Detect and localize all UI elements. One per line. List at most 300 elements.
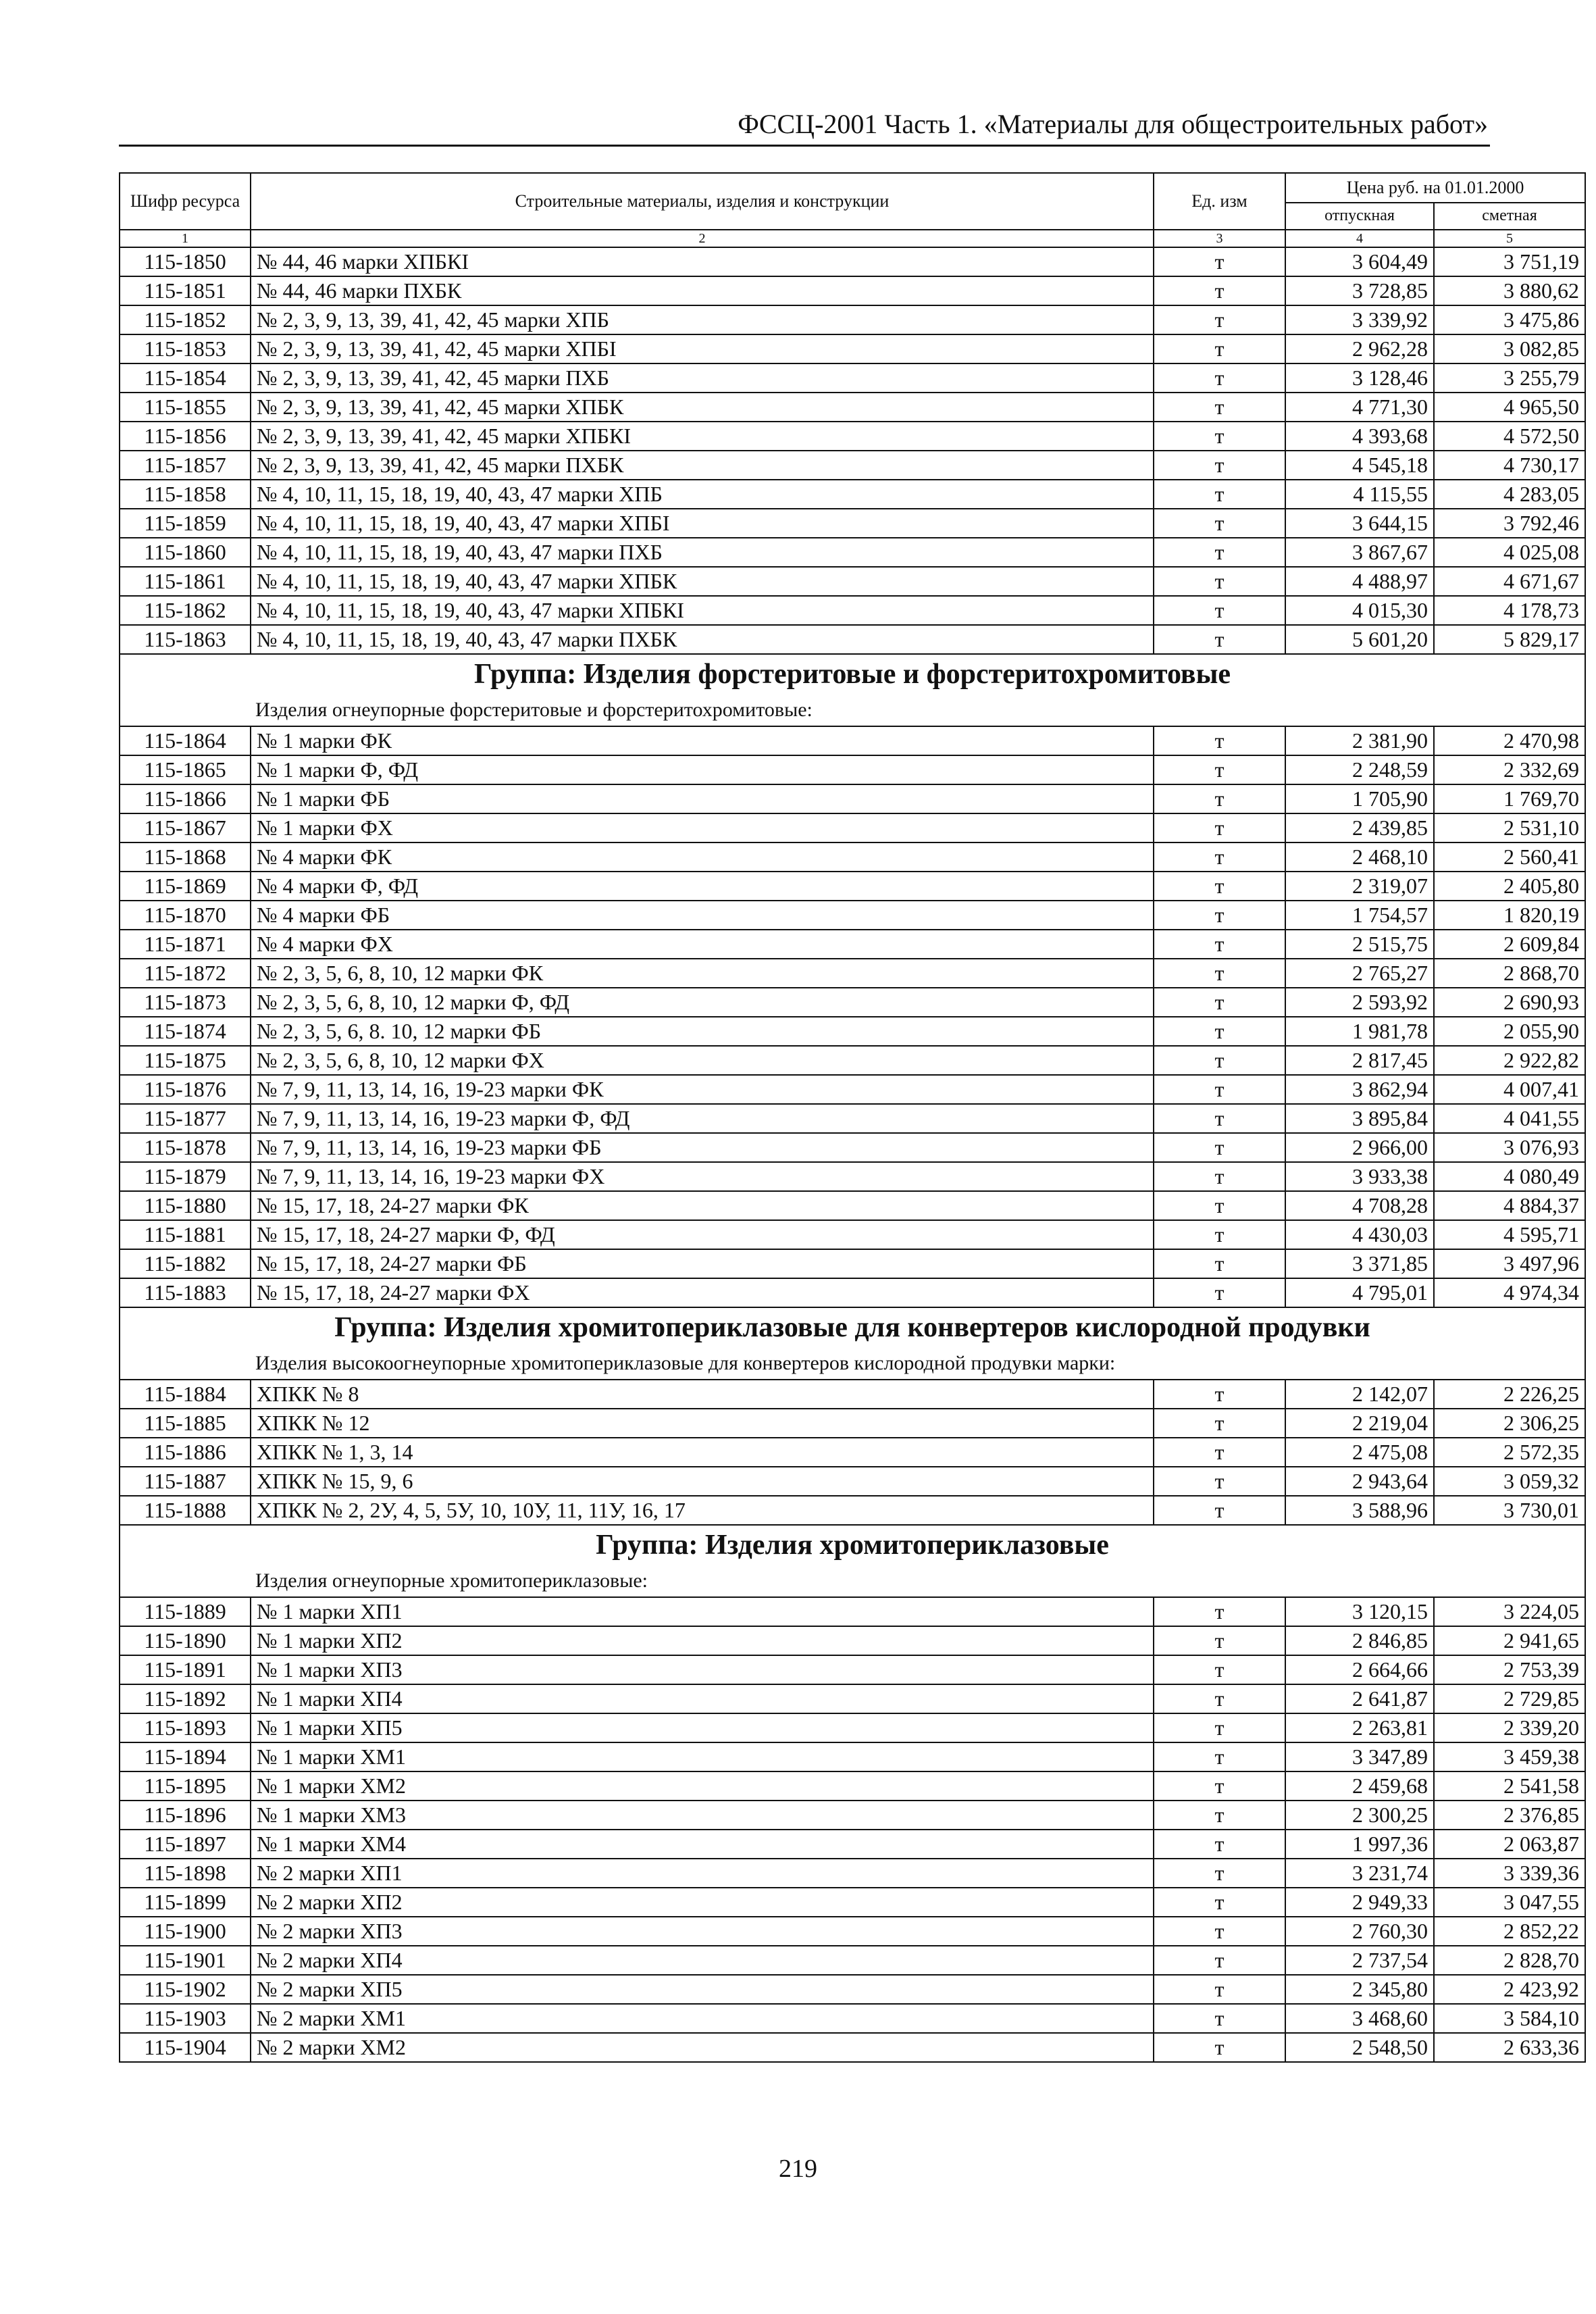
- resource-code-cell: 115-1855: [120, 393, 251, 422]
- unit-cell: т: [1154, 1380, 1285, 1409]
- unit-cell: т: [1154, 538, 1285, 567]
- resource-code-cell: 115-1891: [120, 1655, 251, 1684]
- resource-code-cell: 115-1867: [120, 813, 251, 842]
- material-name-cell: № 2 марки ХП5: [251, 1975, 1154, 2004]
- resource-code-cell: 115-1862: [120, 596, 251, 625]
- unit-cell: т: [1154, 422, 1285, 451]
- table-row: [120, 2004, 1585, 2033]
- resource-code-cell: 115-1879: [120, 1162, 251, 1191]
- resource-code-cell: 115-1864: [120, 726, 251, 755]
- estimate-price-cell: 3 459,38: [1434, 1742, 1585, 1771]
- table-row: [120, 1075, 1585, 1104]
- table-row: [120, 567, 1585, 596]
- estimate-price-cell: 2 609,84: [1434, 930, 1585, 959]
- table-row: [120, 422, 1585, 451]
- release-price-cell: 2 737,54: [1285, 1946, 1434, 1975]
- table-row: [120, 784, 1585, 813]
- unit-cell: т: [1154, 2004, 1285, 2033]
- estimate-price-cell: 2 560,41: [1434, 842, 1585, 872]
- material-name-cell: № 15, 17, 18, 24-27 марки ФБ: [251, 1249, 1154, 1278]
- estimate-price-cell: 3 047,55: [1434, 1888, 1585, 1917]
- unit-cell: т: [1154, 334, 1285, 363]
- resource-code-cell: 115-1859: [120, 509, 251, 538]
- resource-code-cell: 115-1876: [120, 1075, 251, 1104]
- group-title: Группа: Изделия хромитопериклазовые для конвертеров кислородной продувки: [120, 1307, 1585, 1347]
- resource-code-cell: 115-1893: [120, 1713, 251, 1742]
- column-header-release: отпускная: [1285, 203, 1434, 230]
- material-name-cell: № 4, 10, 11, 15, 18, 19, 40, 43, 47 марки ХПБI: [251, 509, 1154, 538]
- table-row: [120, 901, 1585, 930]
- estimate-price-cell: 3 475,86: [1434, 305, 1585, 334]
- table-row: [120, 1046, 1585, 1075]
- table-row: [120, 276, 1585, 305]
- material-name-cell: № 15, 17, 18, 24-27 марки ФХ: [251, 1278, 1154, 1307]
- estimate-price-cell: 2 226,25: [1434, 1380, 1585, 1409]
- estimate-price-cell: 3 339,36: [1434, 1859, 1585, 1888]
- material-name-cell: № 1 марки ХМ3: [251, 1801, 1154, 1830]
- column-number: 5: [1434, 230, 1585, 247]
- material-name-cell: ХПКК № 12: [251, 1409, 1154, 1438]
- column-header-estimate: сметная: [1434, 203, 1585, 230]
- material-name-cell: № 2, 3, 9, 13, 39, 41, 42, 45 марки ПХБ: [251, 363, 1154, 393]
- estimate-price-cell: 1 820,19: [1434, 901, 1585, 930]
- unit-cell: т: [1154, 726, 1285, 755]
- estimate-price-cell: 2 941,65: [1434, 1626, 1585, 1655]
- material-name-cell: № 2, 3, 5, 6, 8, 10, 12 марки ФХ: [251, 1046, 1154, 1075]
- table-row: [120, 1467, 1585, 1496]
- table-row: [120, 1801, 1585, 1830]
- release-price-cell: 1 754,57: [1285, 901, 1434, 930]
- column-header-unit: Ед. изм: [1154, 173, 1285, 230]
- unit-cell: т: [1154, 1104, 1285, 1133]
- resource-code-cell: 115-1904: [120, 2033, 251, 2062]
- resource-code-cell: 115-1861: [120, 567, 251, 596]
- unit-cell: т: [1154, 930, 1285, 959]
- table-row: [120, 1713, 1585, 1742]
- unit-cell: т: [1154, 1438, 1285, 1467]
- unit-cell: т: [1154, 625, 1285, 654]
- release-price-cell: 2 817,45: [1285, 1046, 1434, 1075]
- material-name-cell: № 4 марки ФБ: [251, 901, 1154, 930]
- estimate-price-cell: 2 055,90: [1434, 1017, 1585, 1046]
- unit-cell: т: [1154, 276, 1285, 305]
- release-price-cell: 2 263,81: [1285, 1713, 1434, 1742]
- material-name-cell: № 2 марки ХП2: [251, 1888, 1154, 1917]
- table-header: [120, 173, 1585, 247]
- release-price-cell: 3 728,85: [1285, 276, 1434, 305]
- estimate-price-cell: 4 965,50: [1434, 393, 1585, 422]
- column-header-code: Шифр ресурса: [120, 173, 251, 230]
- estimate-price-cell: 4 572,50: [1434, 422, 1585, 451]
- resource-code-cell: 115-1894: [120, 1742, 251, 1771]
- release-price-cell: 3 339,92: [1285, 305, 1434, 334]
- release-price-cell: 2 142,07: [1285, 1380, 1434, 1409]
- resource-code-cell: 115-1888: [120, 1496, 251, 1525]
- release-price-cell: 2 664,66: [1285, 1655, 1434, 1684]
- table-row: [120, 755, 1585, 784]
- resource-code-cell: 115-1858: [120, 480, 251, 509]
- unit-cell: т: [1154, 363, 1285, 393]
- subgroup-title: Изделия огнеупорные хромитопериклазовые:: [120, 1565, 1585, 1597]
- material-name-cell: ХПКК № 2, 2У, 4, 5, 5У, 10, 10У, 11, 11У, 16, 17: [251, 1496, 1154, 1525]
- resource-code-cell: 115-1852: [120, 305, 251, 334]
- release-price-cell: 3 371,85: [1285, 1249, 1434, 1278]
- estimate-price-cell: 2 868,70: [1434, 959, 1585, 988]
- estimate-price-cell: 2 729,85: [1434, 1684, 1585, 1713]
- resource-code-cell: 115-1892: [120, 1684, 251, 1713]
- unit-cell: т: [1154, 247, 1285, 276]
- header-rule: [119, 145, 1490, 147]
- resource-code-cell: 115-1880: [120, 1191, 251, 1220]
- table-row: [120, 988, 1585, 1017]
- release-price-cell: 2 846,85: [1285, 1626, 1434, 1655]
- resource-code-cell: 115-1895: [120, 1771, 251, 1801]
- group-title-row: [120, 1525, 1585, 1565]
- material-name-cell: № 2, 3, 5, 6, 8, 10, 12 марки ФК: [251, 959, 1154, 988]
- material-name-cell: № 1 марки ХП2: [251, 1626, 1154, 1655]
- table-row: [120, 451, 1585, 480]
- unit-cell: т: [1154, 872, 1285, 901]
- material-name-cell: ХПКК № 15, 9, 6: [251, 1467, 1154, 1496]
- estimate-price-cell: 2 470,98: [1434, 726, 1585, 755]
- material-name-cell: № 1 марки ХМ4: [251, 1830, 1154, 1859]
- column-number: 4: [1285, 230, 1434, 247]
- unit-cell: т: [1154, 451, 1285, 480]
- estimate-price-cell: 3 224,05: [1434, 1597, 1585, 1626]
- material-name-cell: № 1 марки ХП5: [251, 1713, 1154, 1742]
- unit-cell: т: [1154, 1771, 1285, 1801]
- material-name-cell: № 1 марки ХМ1: [251, 1742, 1154, 1771]
- table-row: [120, 1133, 1585, 1162]
- resource-code-cell: 115-1851: [120, 276, 251, 305]
- table-row: [120, 480, 1585, 509]
- material-name-cell: № 2, 3, 9, 13, 39, 41, 42, 45 марки ХПБК: [251, 393, 1154, 422]
- unit-cell: т: [1154, 813, 1285, 842]
- subgroup-title: Изделия огнеупорные форстеритовые и форстеритохромитовые:: [120, 694, 1585, 726]
- estimate-price-cell: 3 076,93: [1434, 1133, 1585, 1162]
- material-name-cell: ХПКК № 8: [251, 1380, 1154, 1409]
- material-name-cell: № 7, 9, 11, 13, 14, 16, 19-23 марки Ф, ФД: [251, 1104, 1154, 1133]
- estimate-price-cell: 2 423,92: [1434, 1975, 1585, 2004]
- unit-cell: т: [1154, 1801, 1285, 1830]
- estimate-price-cell: 3 059,32: [1434, 1467, 1585, 1496]
- release-price-cell: 2 248,59: [1285, 755, 1434, 784]
- release-price-cell: 2 765,27: [1285, 959, 1434, 988]
- resource-code-cell: 115-1872: [120, 959, 251, 988]
- resource-code-cell: 115-1897: [120, 1830, 251, 1859]
- resource-code-cell: 115-1874: [120, 1017, 251, 1046]
- table-row: [120, 813, 1585, 842]
- table-row: [120, 2033, 1585, 2062]
- release-price-cell: 3 588,96: [1285, 1496, 1434, 1525]
- resource-code-cell: 115-1866: [120, 784, 251, 813]
- table-row: [120, 1249, 1585, 1278]
- table-row: [120, 1220, 1585, 1249]
- estimate-price-cell: 3 730,01: [1434, 1496, 1585, 1525]
- release-price-cell: 2 345,80: [1285, 1975, 1434, 2004]
- material-name-cell: № 44, 46 марки ПХБК: [251, 276, 1154, 305]
- unit-cell: т: [1154, 1220, 1285, 1249]
- material-name-cell: № 1 марки ХП1: [251, 1597, 1154, 1626]
- estimate-price-cell: 1 769,70: [1434, 784, 1585, 813]
- estimate-price-cell: 4 671,67: [1434, 567, 1585, 596]
- material-name-cell: № 4, 10, 11, 15, 18, 19, 40, 43, 47 марки ПХБК: [251, 625, 1154, 654]
- release-price-cell: 2 760,30: [1285, 1917, 1434, 1946]
- unit-cell: т: [1154, 1975, 1285, 2004]
- material-name-cell: № 4, 10, 11, 15, 18, 19, 40, 43, 47 марки ХПБК: [251, 567, 1154, 596]
- unit-cell: т: [1154, 1626, 1285, 1655]
- table-row: [120, 1278, 1585, 1307]
- estimate-price-cell: 3 255,79: [1434, 363, 1585, 393]
- resource-code-cell: 115-1901: [120, 1946, 251, 1975]
- unit-cell: т: [1154, 1046, 1285, 1075]
- column-number: 2: [251, 230, 1154, 247]
- material-name-cell: № 7, 9, 11, 13, 14, 16, 19-23 марки ФК: [251, 1075, 1154, 1104]
- estimate-price-cell: 4 884,37: [1434, 1191, 1585, 1220]
- table-row: [120, 625, 1585, 654]
- resource-code-cell: 115-1885: [120, 1409, 251, 1438]
- unit-cell: т: [1154, 901, 1285, 930]
- release-price-cell: 1 705,90: [1285, 784, 1434, 813]
- resource-code-cell: 115-1871: [120, 930, 251, 959]
- estimate-price-cell: 2 339,20: [1434, 1713, 1585, 1742]
- release-price-cell: 2 943,64: [1285, 1467, 1434, 1496]
- table-body: [120, 247, 1585, 2062]
- unit-cell: т: [1154, 1888, 1285, 1917]
- release-price-cell: 3 867,67: [1285, 538, 1434, 567]
- table-row: [120, 334, 1585, 363]
- table-row: [120, 1975, 1585, 2004]
- table-row: [120, 842, 1585, 872]
- table-row: [120, 1830, 1585, 1859]
- unit-cell: т: [1154, 1917, 1285, 1946]
- column-number: 1: [120, 230, 251, 247]
- estimate-price-cell: 3 751,19: [1434, 247, 1585, 276]
- table-row: [120, 305, 1585, 334]
- estimate-price-cell: 2 306,25: [1434, 1409, 1585, 1438]
- material-name-cell: № 1 марки ХП4: [251, 1684, 1154, 1713]
- estimate-price-cell: 4 283,05: [1434, 480, 1585, 509]
- resource-code-cell: 115-1886: [120, 1438, 251, 1467]
- unit-cell: т: [1154, 1742, 1285, 1771]
- release-price-cell: 3 231,74: [1285, 1859, 1434, 1888]
- unit-cell: т: [1154, 1496, 1285, 1525]
- unit-cell: т: [1154, 305, 1285, 334]
- release-price-cell: 2 459,68: [1285, 1771, 1434, 1801]
- estimate-price-cell: 3 082,85: [1434, 334, 1585, 363]
- group-title-row: [120, 654, 1585, 694]
- material-name-cell: № 4, 10, 11, 15, 18, 19, 40, 43, 47 марки ПХБ: [251, 538, 1154, 567]
- group-title-row: [120, 1307, 1585, 1347]
- estimate-price-cell: 4 178,73: [1434, 596, 1585, 625]
- material-name-cell: № 2, 3, 9, 13, 39, 41, 42, 45 марки ХПБКI: [251, 422, 1154, 451]
- resource-code-cell: 115-1877: [120, 1104, 251, 1133]
- release-price-cell: 2 300,25: [1285, 1801, 1434, 1830]
- estimate-price-cell: 3 584,10: [1434, 2004, 1585, 2033]
- unit-cell: т: [1154, 1162, 1285, 1191]
- release-price-cell: 2 548,50: [1285, 2033, 1434, 2062]
- material-name-cell: № 2, 3, 5, 6, 8. 10, 12 марки ФБ: [251, 1017, 1154, 1046]
- resource-code-cell: 115-1882: [120, 1249, 251, 1278]
- estimate-price-cell: 2 753,39: [1434, 1655, 1585, 1684]
- estimate-price-cell: 2 690,93: [1434, 988, 1585, 1017]
- estimate-price-cell: 2 852,22: [1434, 1917, 1585, 1946]
- estimate-price-cell: 3 497,96: [1434, 1249, 1585, 1278]
- table-row: [120, 538, 1585, 567]
- estimate-price-cell: 2 828,70: [1434, 1946, 1585, 1975]
- table-row: [120, 872, 1585, 901]
- material-name-cell: № 2, 3, 9, 13, 39, 41, 42, 45 марки ПХБК: [251, 451, 1154, 480]
- table-row: [120, 1438, 1585, 1467]
- resource-code-cell: 115-1899: [120, 1888, 251, 1917]
- material-name-cell: № 4 марки Ф, ФД: [251, 872, 1154, 901]
- release-price-cell: 2 593,92: [1285, 988, 1434, 1017]
- release-price-cell: 4 545,18: [1285, 451, 1434, 480]
- resource-code-cell: 115-1878: [120, 1133, 251, 1162]
- release-price-cell: 2 515,75: [1285, 930, 1434, 959]
- estimate-price-cell: 2 405,80: [1434, 872, 1585, 901]
- table-row: [120, 959, 1585, 988]
- unit-cell: т: [1154, 1409, 1285, 1438]
- release-price-cell: 3 644,15: [1285, 509, 1434, 538]
- material-name-cell: № 7, 9, 11, 13, 14, 16, 19-23 марки ФХ: [251, 1162, 1154, 1191]
- resource-code-cell: 115-1869: [120, 872, 251, 901]
- unit-cell: т: [1154, 1830, 1285, 1859]
- resource-code-cell: 115-1870: [120, 901, 251, 930]
- material-name-cell: № 44, 46 марки ХПБКI: [251, 247, 1154, 276]
- estimate-price-cell: 3 880,62: [1434, 276, 1585, 305]
- release-price-cell: 4 430,03: [1285, 1220, 1434, 1249]
- estimate-price-cell: 4 007,41: [1434, 1075, 1585, 1104]
- material-name-cell: № 1 марки ФБ: [251, 784, 1154, 813]
- unit-cell: т: [1154, 1075, 1285, 1104]
- resource-code-cell: 115-1887: [120, 1467, 251, 1496]
- release-price-cell: 2 319,07: [1285, 872, 1434, 901]
- material-name-cell: № 4 марки ФХ: [251, 930, 1154, 959]
- table-row: [120, 1742, 1585, 1771]
- resource-code-cell: 115-1889: [120, 1597, 251, 1626]
- resource-code-cell: 115-1883: [120, 1278, 251, 1307]
- resource-code-cell: 115-1860: [120, 538, 251, 567]
- resource-code-cell: 115-1857: [120, 451, 251, 480]
- material-name-cell: № 1 марки ФХ: [251, 813, 1154, 842]
- unit-cell: т: [1154, 1133, 1285, 1162]
- resource-code-cell: 115-1884: [120, 1380, 251, 1409]
- resource-code-cell: 115-1863: [120, 625, 251, 654]
- unit-cell: т: [1154, 509, 1285, 538]
- table-row: [120, 726, 1585, 755]
- unit-cell: т: [1154, 1946, 1285, 1975]
- release-price-cell: 3 120,15: [1285, 1597, 1434, 1626]
- release-price-cell: 3 468,60: [1285, 2004, 1434, 2033]
- material-name-cell: № 1 марки ФК: [251, 726, 1154, 755]
- release-price-cell: 4 015,30: [1285, 596, 1434, 625]
- material-name-cell: № 2, 3, 5, 6, 8, 10, 12 марки Ф, ФД: [251, 988, 1154, 1017]
- unit-cell: т: [1154, 567, 1285, 596]
- material-name-cell: № 4, 10, 11, 15, 18, 19, 40, 43, 47 марки ХПБ: [251, 480, 1154, 509]
- table-row: [120, 1771, 1585, 1801]
- release-price-cell: 1 997,36: [1285, 1830, 1434, 1859]
- estimate-price-cell: 2 633,36: [1434, 2033, 1585, 2062]
- table-row: [120, 1191, 1585, 1220]
- material-name-cell: № 2 марки ХМ1: [251, 2004, 1154, 2033]
- estimate-price-cell: 4 080,49: [1434, 1162, 1585, 1191]
- release-price-cell: 2 966,00: [1285, 1133, 1434, 1162]
- material-name-cell: № 1 марки ХМ2: [251, 1771, 1154, 1801]
- resource-code-cell: 115-1881: [120, 1220, 251, 1249]
- material-name-cell: № 7, 9, 11, 13, 14, 16, 19-23 марки ФБ: [251, 1133, 1154, 1162]
- release-price-cell: 4 393,68: [1285, 422, 1434, 451]
- release-price-cell: 5 601,20: [1285, 625, 1434, 654]
- table-row: [120, 1626, 1585, 1655]
- unit-cell: т: [1154, 596, 1285, 625]
- material-name-cell: № 2 марки ХМ2: [251, 2033, 1154, 2062]
- subgroup-title: Изделия высокоогнеупорные хромитопериклазовые для конвертеров кислородной продувки марки:: [120, 1347, 1585, 1380]
- resource-code-cell: 115-1850: [120, 247, 251, 276]
- group-title: Группа: Изделия хромитопериклазовые: [120, 1525, 1585, 1565]
- table-row: [120, 1104, 1585, 1133]
- estimate-price-cell: 2 572,35: [1434, 1438, 1585, 1467]
- unit-cell: т: [1154, 1684, 1285, 1713]
- table-row: [120, 930, 1585, 959]
- resource-code-cell: 115-1854: [120, 363, 251, 393]
- table-row: [120, 1380, 1585, 1409]
- estimate-price-cell: 2 531,10: [1434, 813, 1585, 842]
- page-number: 219: [779, 2155, 817, 2183]
- release-price-cell: 2 475,08: [1285, 1438, 1434, 1467]
- release-price-cell: 4 708,28: [1285, 1191, 1434, 1220]
- unit-cell: т: [1154, 393, 1285, 422]
- unit-cell: т: [1154, 1278, 1285, 1307]
- material-name-cell: № 2, 3, 9, 13, 39, 41, 42, 45 марки ХПБ: [251, 305, 1154, 334]
- material-name-cell: № 2 марки ХП3: [251, 1917, 1154, 1946]
- release-price-cell: 4 771,30: [1285, 393, 1434, 422]
- unit-cell: т: [1154, 1597, 1285, 1626]
- material-name-cell: № 2 марки ХП1: [251, 1859, 1154, 1888]
- release-price-cell: 3 347,89: [1285, 1742, 1434, 1771]
- release-price-cell: 2 962,28: [1285, 334, 1434, 363]
- group-title: Группа: Изделия форстеритовые и форстеритохромитовые: [120, 654, 1585, 694]
- unit-cell: т: [1154, 2033, 1285, 2062]
- estimate-price-cell: 4 974,34: [1434, 1278, 1585, 1307]
- release-price-cell: 1 981,78: [1285, 1017, 1434, 1046]
- estimate-price-cell: 4 025,08: [1434, 538, 1585, 567]
- material-name-cell: № 15, 17, 18, 24-27 марки Ф, ФД: [251, 1220, 1154, 1249]
- estimate-price-cell: 4 730,17: [1434, 451, 1585, 480]
- unit-cell: т: [1154, 1017, 1285, 1046]
- table-row: [120, 1017, 1585, 1046]
- table-row: [120, 596, 1585, 625]
- table-row: [120, 1162, 1585, 1191]
- release-price-cell: 3 933,38: [1285, 1162, 1434, 1191]
- unit-cell: т: [1154, 1859, 1285, 1888]
- resource-code-cell: 115-1900: [120, 1917, 251, 1946]
- release-price-cell: 3 128,46: [1285, 363, 1434, 393]
- unit-cell: т: [1154, 755, 1285, 784]
- estimate-price-cell: 2 063,87: [1434, 1830, 1585, 1859]
- estimate-price-cell: 4 041,55: [1434, 1104, 1585, 1133]
- table-row: [120, 363, 1585, 393]
- estimate-price-cell: 2 541,58: [1434, 1771, 1585, 1801]
- table-row: [120, 393, 1585, 422]
- table-row: [120, 1409, 1585, 1438]
- release-price-cell: 2 381,90: [1285, 726, 1434, 755]
- resource-code-cell: 115-1902: [120, 1975, 251, 2004]
- table-row: [120, 1859, 1585, 1888]
- release-price-cell: 2 468,10: [1285, 842, 1434, 872]
- release-price-cell: 4 488,97: [1285, 567, 1434, 596]
- resource-code-cell: 115-1865: [120, 755, 251, 784]
